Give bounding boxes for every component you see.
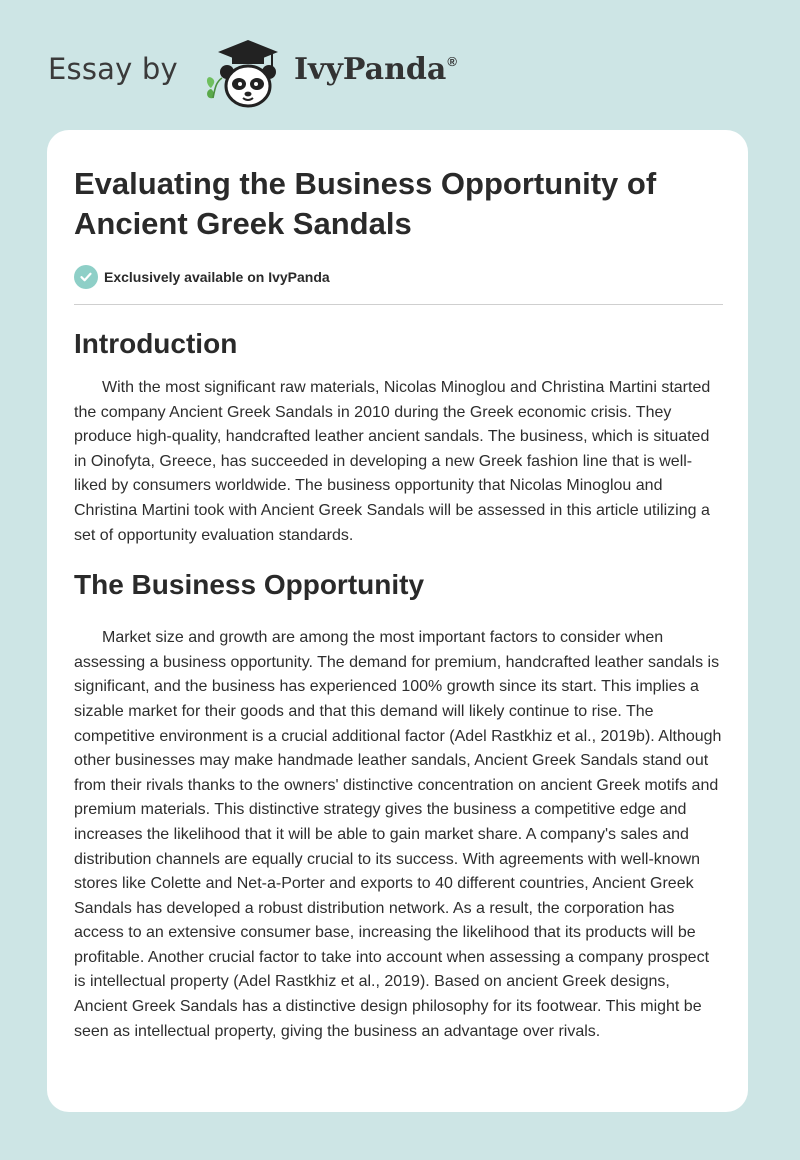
brand-text: IvyPanda (294, 52, 447, 87)
section-paragraph-business-opportunity: Market size and growth are among the most important factors to consider when assessing a business opportunity. The demand for premium, handcrafted leather sandals is significant, and the business has experienced 100% growth since its start. This implies a sizable market for their goods and that this demand will likely continue to rise. The competitive environment is a crucial additional factor (Adel Rastkhiz et al., 2019b). Although other businesses may make handmade leather sandals, Ancient Greek Sandals stand out from their rivals thanks to the owners' distinctive concentration on ancient Greek motifs and premium materials. This distinctive strategy gives the business a competitive edge and increases the likelihood that it will be able to gain market share. A company's sales and distribution channels are equally crucial to its success. With agreements with well-known stores like Colette and Net-a-Porter and exports to 40 different countries, Ancient Greek Sandals has developed a robust distribution network. As a result, the corporation has access to an extensive consumer base, increasing the likelihood that its products will be profitable. Another crucial factor to take into account when assessing a company prospect is intellectual property (Adel Rastkhiz et al., 2019). Based on ancient Greek designs, Ancient Greek Sandals has a distinctive design philosophy for its footwear. This might be seen as intellectual property, giving the business an advantage over rivals. (74, 629, 722, 1040)
divider (74, 304, 723, 305)
trademark: ® (447, 54, 457, 69)
exclusive-text: Exclusively available on IvyPanda (104, 269, 330, 285)
article-content (74, 164, 724, 1044)
ivy-leaf-icon (207, 77, 222, 98)
site-header (48, 30, 548, 110)
article-card (47, 130, 748, 1112)
brand-name[interactable] (294, 52, 457, 87)
essay-by-label: Essay by (48, 52, 178, 86)
check-icon (74, 265, 98, 289)
section-heading-business-opportunity: The Business Opportunity (74, 569, 425, 601)
section-paragraph-introduction: With the most significant raw materials, Nicolas Minoglou and Christina Martini started the company Ancient Greek Sandals in 2010 during the Greek economic crisis. They produce high-quality, handcrafted leather ancient sandals. The business, which is situated in Oinofyta, Greece, has succeeded in developing a new Greek fashion line that is well-liked by consumers worldwide. The business opportunity that Nicolas Minoglou and Christina Martini took with Ancient Greek Sandals will be assessed in this article utilizing a set of opportunity evaluation standards. (74, 379, 711, 544)
exclusive-badge (74, 264, 724, 290)
panda-graduate-icon[interactable] (202, 34, 282, 110)
section-heading-introduction: Introduction (74, 328, 238, 359)
article-title: Evaluating the Business Opportunity of Ancient Greek Sandals (74, 166, 657, 241)
